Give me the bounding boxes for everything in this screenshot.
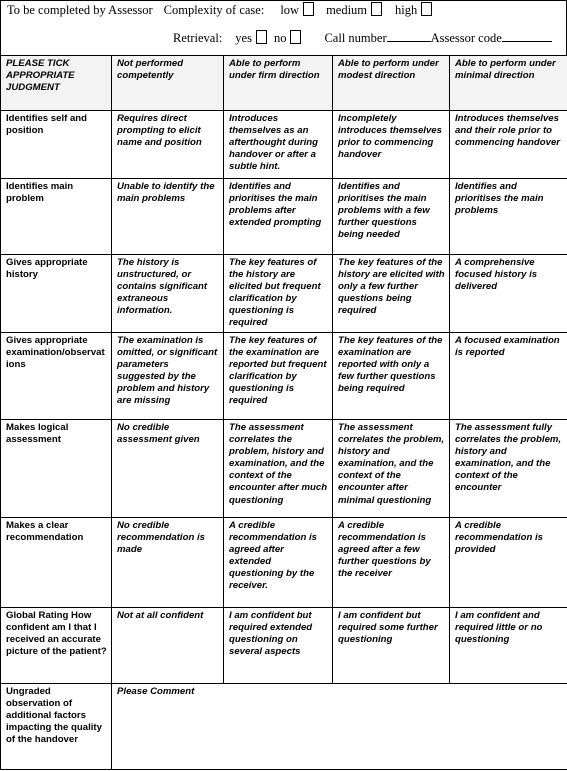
- rating-cell[interactable]: Unable to identify the main problems: [112, 179, 224, 255]
- comment-field[interactable]: Please Comment: [112, 684, 567, 770]
- rating-cell[interactable]: No credible assessment given: [112, 420, 224, 518]
- rating-cell[interactable]: Introduces themselves as an afterthought during handover or after a subtle hint.: [224, 111, 333, 179]
- rating-cell[interactable]: No credible recommendation is made: [112, 518, 224, 608]
- rating-cell[interactable]: A comprehensive focused history is delivered: [450, 255, 567, 333]
- row-criterion: Identifies main problem: [1, 179, 112, 255]
- table-row: [1, 255, 567, 333]
- medium-checkbox[interactable]: [371, 2, 382, 16]
- assessor-code-field[interactable]: [502, 41, 552, 42]
- rating-cell[interactable]: Not at all confident: [112, 608, 224, 684]
- completed-by-label: To be completed by Assessor: [7, 3, 153, 17]
- rating-cell[interactable]: The key features of the examination are reported but frequent clarification by questioning is required: [224, 333, 333, 420]
- table-row: [1, 179, 567, 255]
- low-checkbox[interactable]: [303, 2, 314, 16]
- rating-cell[interactable]: Introduces themselves and their role prior to commencing handover: [450, 111, 567, 179]
- high-label: high: [395, 3, 418, 17]
- rating-cell[interactable]: The assessment correlates the problem, history and examination, and the context of the encounter after minimal questioning: [333, 420, 450, 518]
- rating-cell[interactable]: The key features of the history are elicited with only a few further questions being required: [333, 255, 450, 333]
- table-row: [1, 420, 567, 518]
- medium-label: medium: [326, 3, 368, 17]
- rating-cell[interactable]: Identifies and prioritises the main problems with a few further questions being needed: [333, 179, 450, 255]
- assessor-code-label: Assessor code: [430, 31, 502, 45]
- column-header[interactable]: Able to perform under modest direction: [333, 56, 450, 111]
- rating-cell[interactable]: The examination is omitted, or significant parameters suggested by the problem and history are missing: [112, 333, 224, 420]
- call-number-label: Call number: [324, 31, 387, 45]
- assessor-header: [0, 0, 567, 55]
- table-row: [1, 518, 567, 608]
- call-number-field[interactable]: [387, 41, 431, 42]
- table-row: [1, 111, 567, 179]
- row-criterion: Ungraded observation of additional factors impacting the quality of the handover: [1, 684, 112, 770]
- row-criterion: Makes logical assessment: [1, 420, 112, 518]
- rating-cell[interactable]: The assessment fully correlates the problem, history and examination, and the context of the encounter: [450, 420, 567, 518]
- rating-cell[interactable]: The key features of the examination are reported with only a few further questions being required: [333, 333, 450, 420]
- rating-cell[interactable]: Identifies and prioritises the main problems: [450, 179, 567, 255]
- complexity-label: Complexity of case:: [163, 3, 265, 17]
- assessment-table: [0, 55, 567, 770]
- row-criterion: Gives appropriate examination/observations: [1, 333, 112, 420]
- rating-cell[interactable]: The assessment correlates the problem, history and examination, and the context of the encounter after much questioning: [224, 420, 333, 518]
- rating-cell[interactable]: I am confident and required little or no questioning: [450, 608, 567, 684]
- rating-cell[interactable]: A credible recommendation is agreed after a few further questions by the receiver: [333, 518, 450, 608]
- rating-cell[interactable]: I am confident but required extended questioning on several aspects: [224, 608, 333, 684]
- row-criterion: Makes a clear recommendation: [1, 518, 112, 608]
- rating-cell[interactable]: The history is unstructured, or contains significant extraneous information.: [112, 255, 224, 333]
- header-line-2: [173, 30, 552, 46]
- column-header[interactable]: Not performed competently: [112, 56, 224, 111]
- column-header: PLEASE TICK APPROPRIATE JUDGMENT: [1, 56, 112, 111]
- table-row: [1, 333, 567, 420]
- header-line-1: [7, 2, 432, 18]
- yes-checkbox[interactable]: [256, 30, 267, 44]
- low-label: low: [280, 3, 300, 17]
- no-checkbox[interactable]: [290, 30, 301, 44]
- no-label: no: [273, 31, 287, 45]
- retrieval-label: Retrieval:: [173, 31, 223, 45]
- rating-cell[interactable]: A credible recommendation is agreed after extended questioning by the receiver.: [224, 518, 333, 608]
- column-header[interactable]: Able to perform under minimal direction: [450, 56, 567, 111]
- table-row: [1, 608, 567, 684]
- row-criterion: Gives appropriate history: [1, 255, 112, 333]
- table-row: [1, 684, 567, 770]
- yes-label: yes: [235, 31, 252, 45]
- row-criterion: Global Rating How confident am I that I received an accurate picture of the patient?: [1, 608, 112, 684]
- rating-cell[interactable]: Requires direct prompting to elicit name and position: [112, 111, 224, 179]
- rating-cell[interactable]: A credible recommendation is provided: [450, 518, 567, 608]
- column-header[interactable]: Able to perform under firm direction: [224, 56, 333, 111]
- rating-cell[interactable]: A focused examination is reported: [450, 333, 567, 420]
- high-checkbox[interactable]: [421, 2, 432, 16]
- rating-cell[interactable]: The key features of the history are elicited but frequent clarification by questioning is required: [224, 255, 333, 333]
- table-header-row: [1, 56, 567, 111]
- rating-cell[interactable]: Incompletely introduces themselves prior to commencing handover: [333, 111, 450, 179]
- row-criterion: Identifies self and position: [1, 111, 112, 179]
- rating-cell[interactable]: I am confident but required some further questioning: [333, 608, 450, 684]
- rating-cell[interactable]: Identifies and prioritises the main problems after extended prompting: [224, 179, 333, 255]
